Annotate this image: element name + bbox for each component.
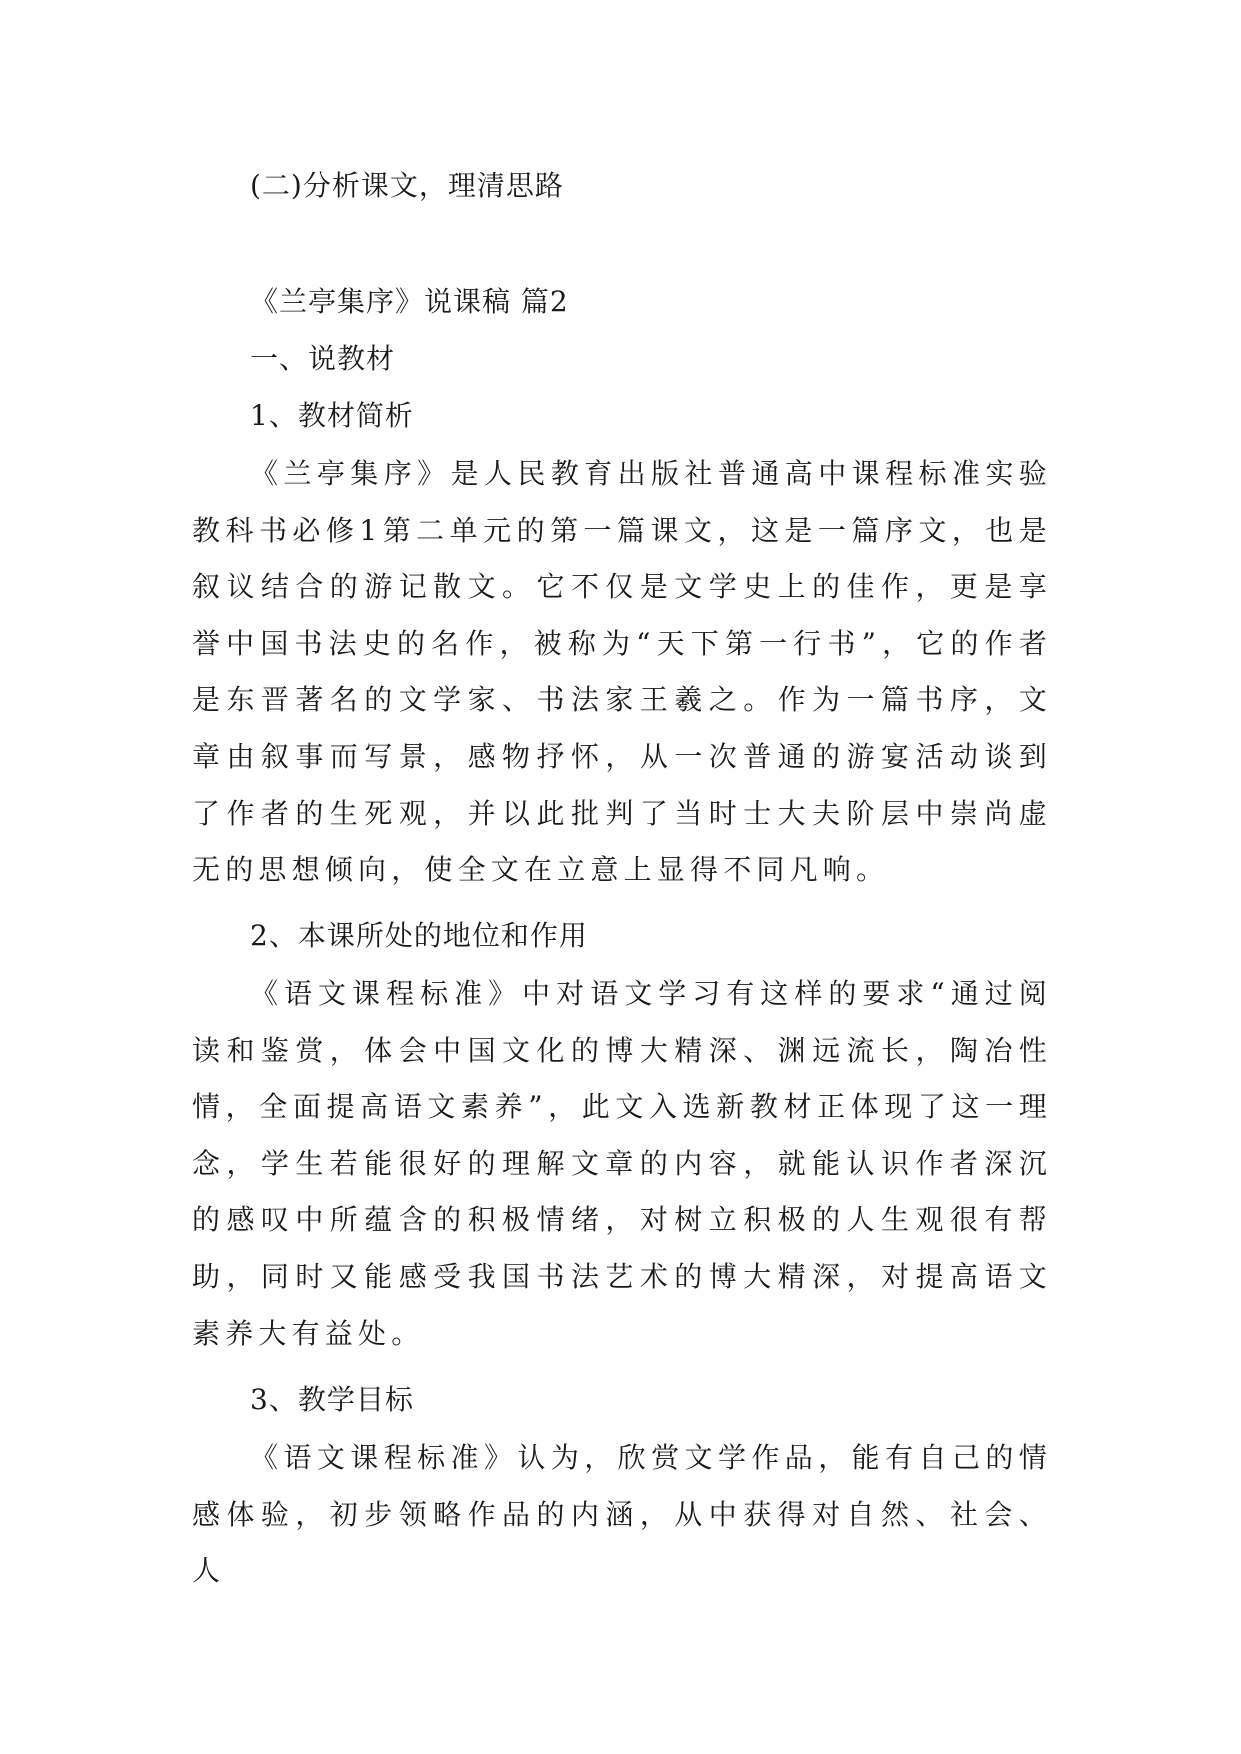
sub2-heading: 2、本课所处的地位和作用 [250,919,588,952]
sub3-paragraph: 《语文课程标准》认为，欣赏文学作品，能有自己的情感体验，初步领略作品的内涵，从中获得对自然、社会、人 [192,1441,1052,1588]
sub2-paragraph: 《语文课程标准》中对语文学习有这样的要求“通过阅读和鉴赏，体会中国文化的博大精深、渊远流长，陶冶性情，全面提高语文素养”，此文入选新教材正体现了这一理念，学生若能很好的理解文章的内容，就能认识作者深沉的感叹中所蕴含的积极情绪，对树立积极的人生观很有帮助，同时又能感受我国书法艺术的博大精深，对提高语文素养大有益处。 [192,977,1052,1350]
article-title: 《兰亭集序》说课稿 篇2 [250,285,569,318]
sub1-paragraph: 《兰亭集序》是人民教育出版社普通高中课程标准实验教科书必修1第二单元的第一篇课文，这是一篇序文，也是叙议结合的游记散文。它不仅是文学史上的佳作，更是享誉中国书法史的名作，被称为“天下第一行书”，它的作者是东晋著名的文学家、书法家王羲之。作为一篇书序，文章由叙事而写景，感物抒怀，从一次普通的游宴活动谈到了作者的生死观，并以此批判了当时士大夫阶层中崇尚虚无的思想倾向，使全文在立意上显得不同凡响。 [192,457,1052,887]
section-heading: (二)分析课文，理清思路 [250,169,564,202]
part-one-heading: 一、说教材 [250,342,396,375]
sub1-heading: 1、教材简析 [250,399,414,432]
sub3-heading: 3、教学目标 [250,1383,414,1416]
